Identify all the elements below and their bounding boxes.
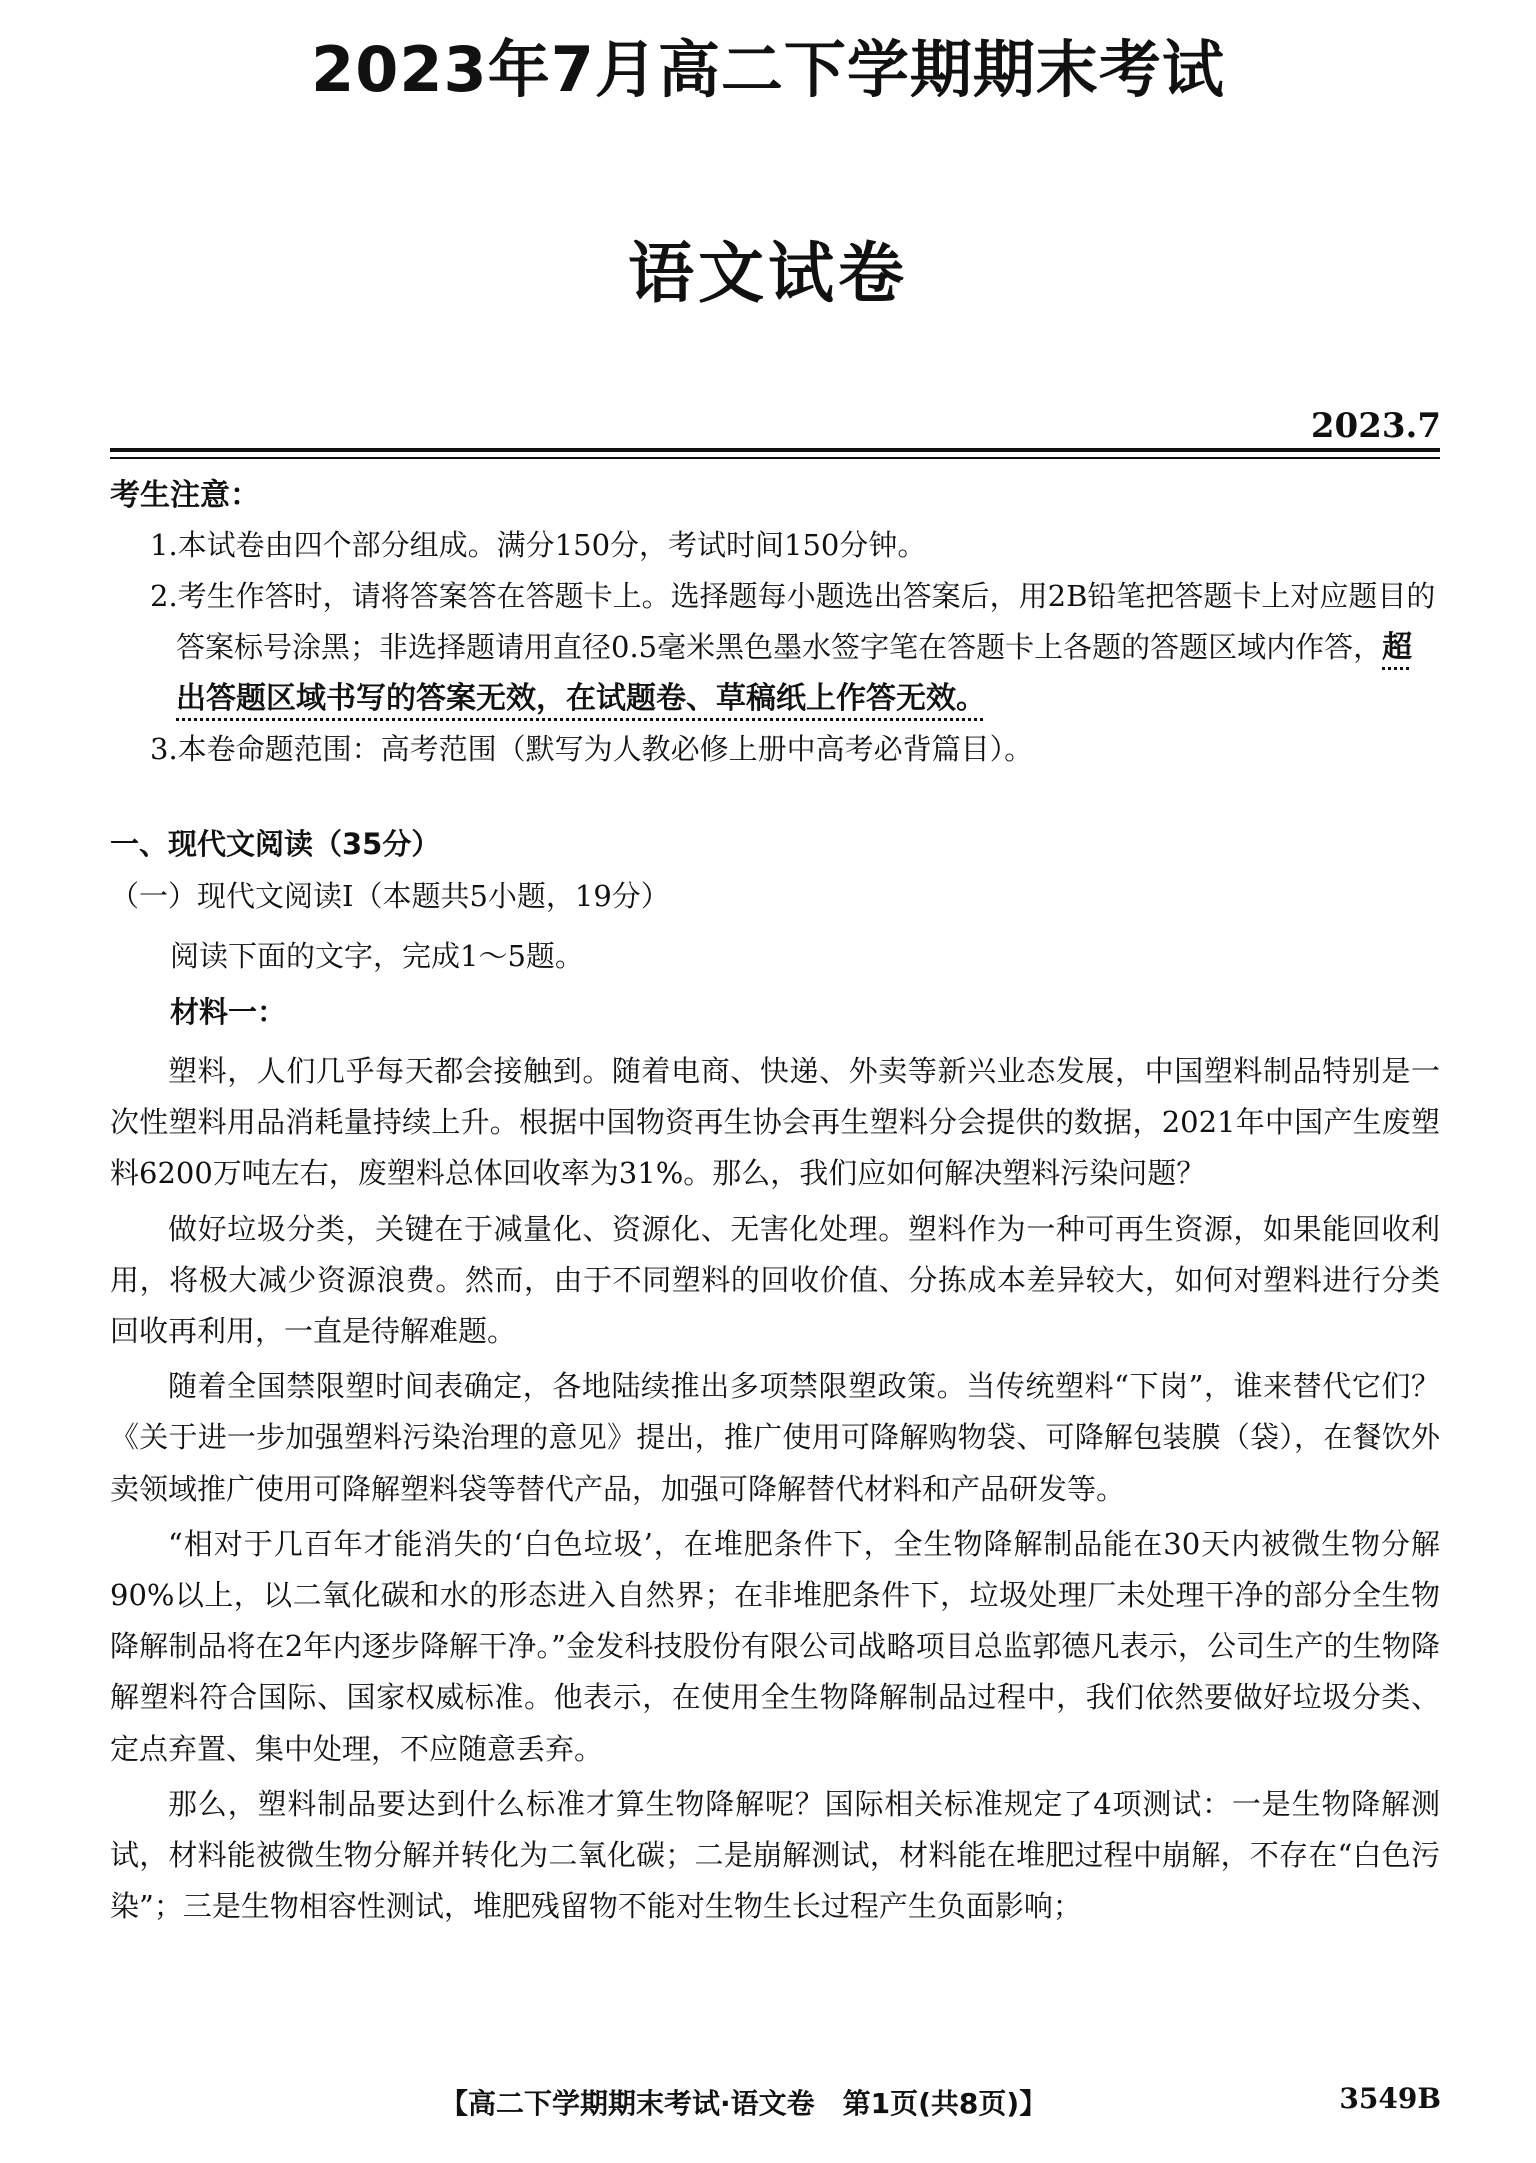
subsection-heading: （一）现代文阅读Ⅰ（本题共5小题，19分） (110, 879, 670, 913)
notice-heading: 考生注意： (110, 478, 260, 513)
section-heading: 一、现代文阅读（35分） (110, 827, 441, 861)
passage-paragraph: 塑料，人们几乎每天都会接触到。随着电商、快递、外卖等新兴业态发展，中国塑料制品特别是一次性塑料用品消耗量持续上升。根据中国物资再生协会再生塑料分会提供的数据，2021年中国产生废塑料6200万吨左右，废塑料总体回收率为31%。那么，我们应如何解决塑料污染问题？ (110, 1054, 1440, 1191)
notice-item (150, 571, 1440, 724)
passage-paragraph: 做好垃圾分类，关键在于减量化、资源化、无害化处理。塑料作为一种可再生资源，如果能回收利用，将极大减少资源浪费。然而，由于不同塑料的回收价值、分拣成本差异较大，如何对塑料进行分类回收再利用，一直是待解难题。 (110, 1211, 1440, 1349)
passage-paragraph: 那么，塑料制品要达到什么标准才算生物降解呢？国际相关标准规定了4项测试：一是生物降解测试，材料能被微生物分解并转化为二氧化碳；二是崩解测试，材料能在堆肥过程中崩解，不存在“白色污染”；三是生物相容性测试，堆肥残留物不能对生物生长过程产生负面影响； (110, 1786, 1440, 1924)
passage-paragraph: 随着全国禁限塑时间表确定，各地陆续推出多项禁限塑政策。当传统塑料“下岗”，谁来替代它们？《关于进一步加强塑料污染治理的意见》提出，推广使用可降解购物袋、可降解包装膜（袋），在餐饮外卖领域推广使用可降解塑料袋等替代产品，加强可降解替代材料和产品研发等。 (110, 1369, 1440, 1506)
notice-emphasis: 超出答题区域书写的答案无效，在试题卷、草稿纸上作答无效。 (176, 630, 1413, 716)
exam-title: 2023年7月高二下学期期末考试 (311, 33, 1225, 106)
subject-title: 语文试卷 (628, 235, 908, 312)
reading-passage (110, 1046, 1440, 1936)
page-footer: 【高二下学期期末考试·语文卷 第1页(共8页)】 (440, 2087, 1048, 2120)
header-rule-thick (110, 448, 1440, 452)
reading-instruction: 阅读下面的文字，完成1～5题。 (170, 939, 584, 973)
notice-item: 3.本卷命题范围：高考范围（默写为人教必修上册中高考必背篇目）。 (150, 732, 1034, 766)
paper-code: 3549B (1339, 2082, 1441, 2115)
notice-list (150, 520, 1440, 775)
passage-paragraph: “相对于几百年才能消失的‘白色垃圾’，在堆肥条件下，全生物降解制品能在30天内被微生物分解90%以上，以二氧化碳和水的形态进入自然界；在非堆肥条件下，垃圾处理厂未处理干净的部分全生物降解制品将在2年内逐步降解干净。”金发科技股份有限公司战略项目总监郭德凡表示，公司生产的生物降解塑料符合国际、国家权威标准。他表示，在使用全生物降解制品过程中，我们依然要做好垃圾分类、定点弃置、集中处理，不应随意丢弃。 (110, 1526, 1440, 1766)
notice-item: 1.本试卷由四个部分组成。满分150分，考试时间150分钟。 (150, 528, 927, 562)
notice-item-text: 2.考生作答时，请将答案答在答题卡上。选择题每小题选出答案后，用2B铅笔把答题卡上对应题目的答案标号涂黑；非选择题请用直径0.5毫米黑色墨水签字笔在答题卡上各题的答题区域内作答， (150, 579, 1436, 664)
header-rule-thin (110, 457, 1440, 459)
material-label: 材料一： (170, 995, 287, 1029)
exam-date: 2023.7 (1310, 406, 1441, 446)
